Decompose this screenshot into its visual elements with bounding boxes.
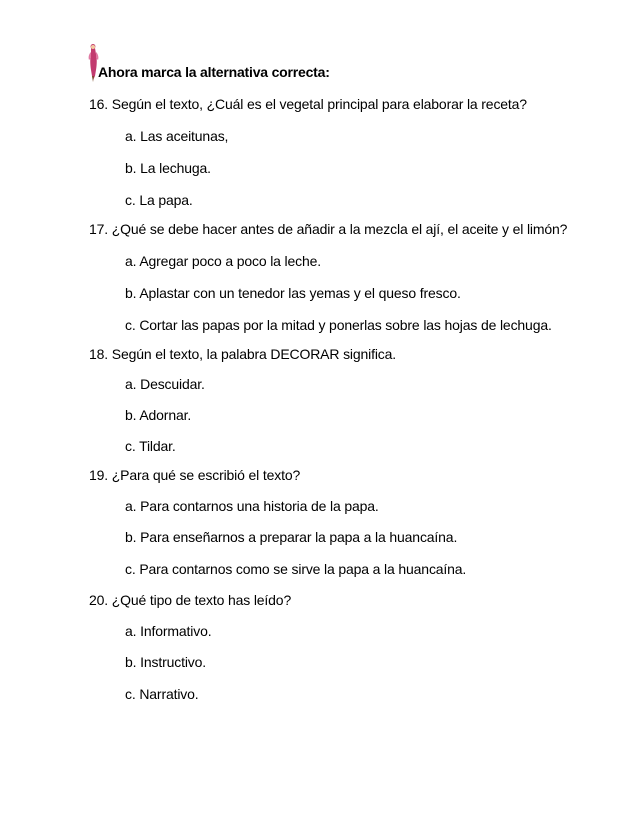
- option-b: b. Instructivo.: [125, 654, 207, 670]
- option-b: b. Adornar.: [125, 407, 192, 423]
- option-a: a. Las aceitunas,: [125, 128, 229, 144]
- option-c: c. Narrativo.: [125, 686, 199, 702]
- option-c: c. Cortar las papas por la mitad y ponerlas sobre las hojas de lechuga.: [125, 317, 552, 333]
- question-text: 20. ¿Qué tipo de texto has leído?: [89, 592, 292, 608]
- option-c: c. Tildar.: [125, 438, 176, 454]
- option-c: c. La papa.: [125, 192, 193, 208]
- header: [86, 42, 486, 82]
- option-a: a. Descuidar.: [125, 376, 205, 392]
- option-b: b. La lechuga.: [125, 160, 211, 176]
- question-text: 17. ¿Qué se debe hacer antes de añadir a la mezcla el ají, el aceite y el limón?: [89, 221, 568, 237]
- question-text: 16. Según el texto, ¿Cuál es el vegetal principal para elaborar la receta?: [89, 96, 527, 112]
- option-b: b. Aplastar con un tenedor las yemas y el queso fresco.: [125, 285, 461, 301]
- option-a: a. Para contarnos una historia de la papa.: [125, 498, 379, 514]
- question-text: 18. Según el texto, la palabra DECORAR significa.: [89, 346, 397, 362]
- section-title: Ahora marca la alternativa correcta:: [98, 64, 330, 80]
- option-c: c. Para contarnos como se sirve la papa a la huancaína.: [125, 561, 467, 577]
- option-a: a. Agregar poco a poco la leche.: [125, 253, 322, 269]
- question-text: 19. ¿Para qué se escribió el texto?: [89, 467, 301, 483]
- option-b: b. Para enseñarnos a preparar la papa a la huancaína.: [125, 529, 458, 545]
- option-a: a. Informativo.: [125, 623, 212, 639]
